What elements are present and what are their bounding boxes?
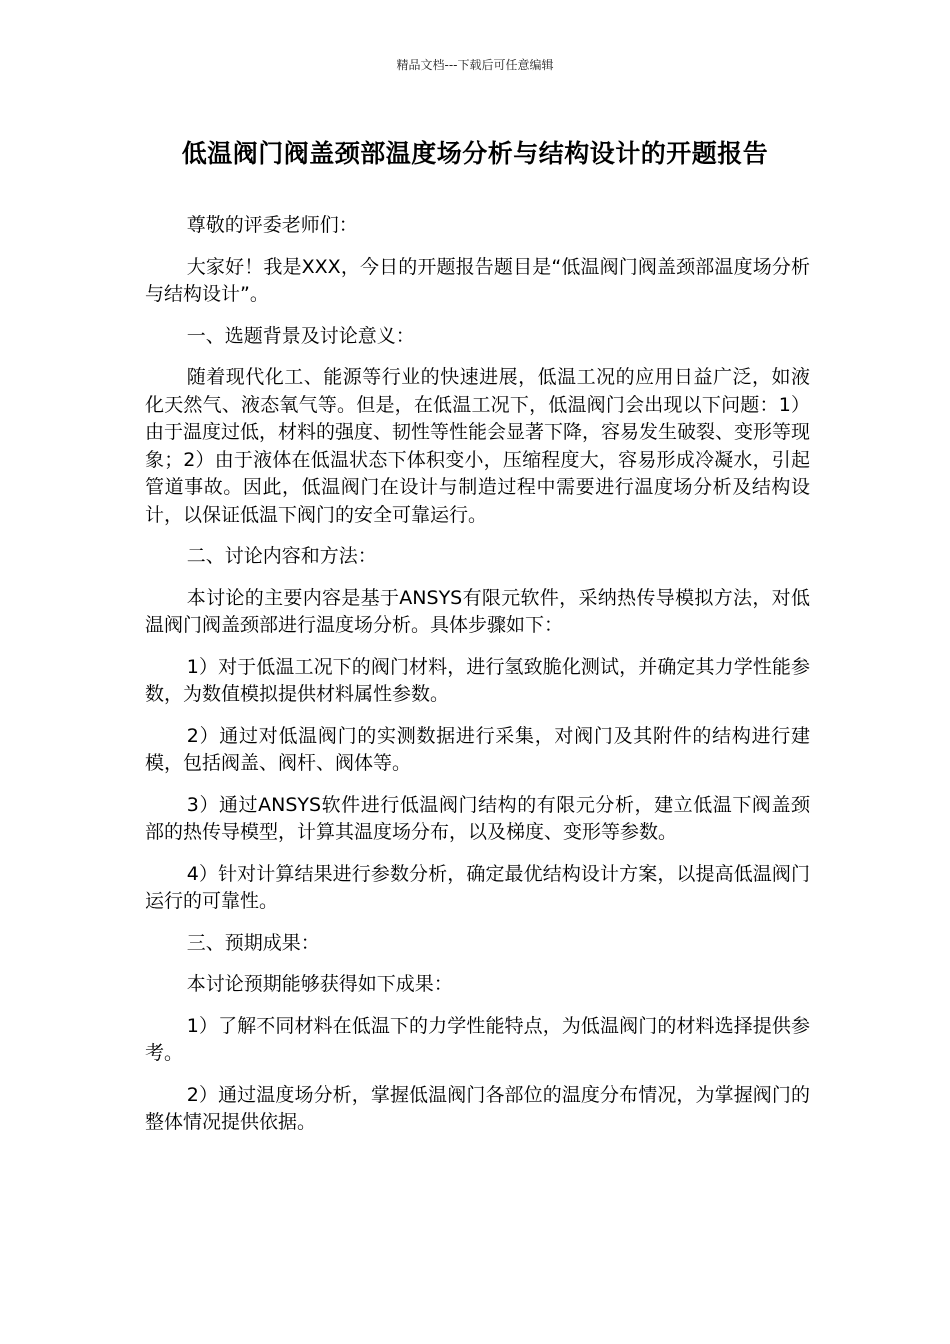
salutation: 尊敬的评委老师们： xyxy=(186,214,358,236)
document-title: 低温阀门阀盖颈部温度场分析与结构设计的开题报告 xyxy=(181,139,769,168)
section-heading-background: 一、选题背景及讨论意义： xyxy=(186,324,415,347)
section-heading-content-method: 二、讨论内容和方法： xyxy=(186,545,377,567)
page-header: 精品文档---下载后可任意编辑 xyxy=(396,58,554,72)
method-step-1: 1）对于低温工况下的阀门材料，进行氢致脆化测试，并确定其力学性能参数，为数值模拟提供材料属性参数。 xyxy=(145,655,810,705)
results-intro-paragraph: 本讨论预期能够获得如下成果： xyxy=(186,973,453,995)
result-item-1: 1）了解不同材料在低温下的力学性能特点，为低温阀门的材料选择提供参考。 xyxy=(145,1014,810,1064)
method-step-3: 3）通过ANSYS软件进行低温阀门结构的有限元分析，建立低温下阀盖颈部的热传导模型，计算其温度场分布，以及梯度、变形等参数。 xyxy=(145,793,810,843)
method-intro-paragraph: 本讨论的主要内容是基于ANSYS有限元软件，采纳热传导模拟方法，对低温阀门阀盖颈部进行温度场分析。具体步骤如下： xyxy=(145,586,810,636)
document-body xyxy=(145,212,810,1151)
background-paragraph: 随着现代化工、能源等行业的快速进展，低温工况的应用日益广泛，如液化天然气、液态氧气等。但是，在低温工况下，低温阀门会出现以下问题：1）由于温度过低，材料的强度、韧性等性能会显著下降，容易发生破裂、变形等现象；2）由于液体在低温状态下体积变小，压缩程度大，容易形成冷凝水，引起管道事故。因此，低温阀门在设计与制造过程中需要进行温度场分析及结构设计，以保证低温下阀门的安全可靠运行。 xyxy=(145,366,811,526)
section-heading-expected-results: 三、预期成果： xyxy=(186,931,320,954)
introduction-paragraph: 大家好！我是XXX，今日的开题报告题目是“低温阀门阀盖颈部温度场分析与结构设计”。 xyxy=(145,255,810,305)
method-step-2: 2）通过对低温阀门的实测数据进行采集，对阀门及其附件的结构进行建模，包括阀盖、阀杆、阀体等。 xyxy=(145,724,810,774)
method-step-4: 4）针对计算结果进行参数分析，确定最优结构设计方案，以提高低温阀门运行的可靠性。 xyxy=(145,862,810,912)
result-item-2: 2）通过温度场分析，掌握低温阀门各部位的温度分布情况，为掌握阀门的整体情况提供依据。 xyxy=(145,1083,810,1133)
